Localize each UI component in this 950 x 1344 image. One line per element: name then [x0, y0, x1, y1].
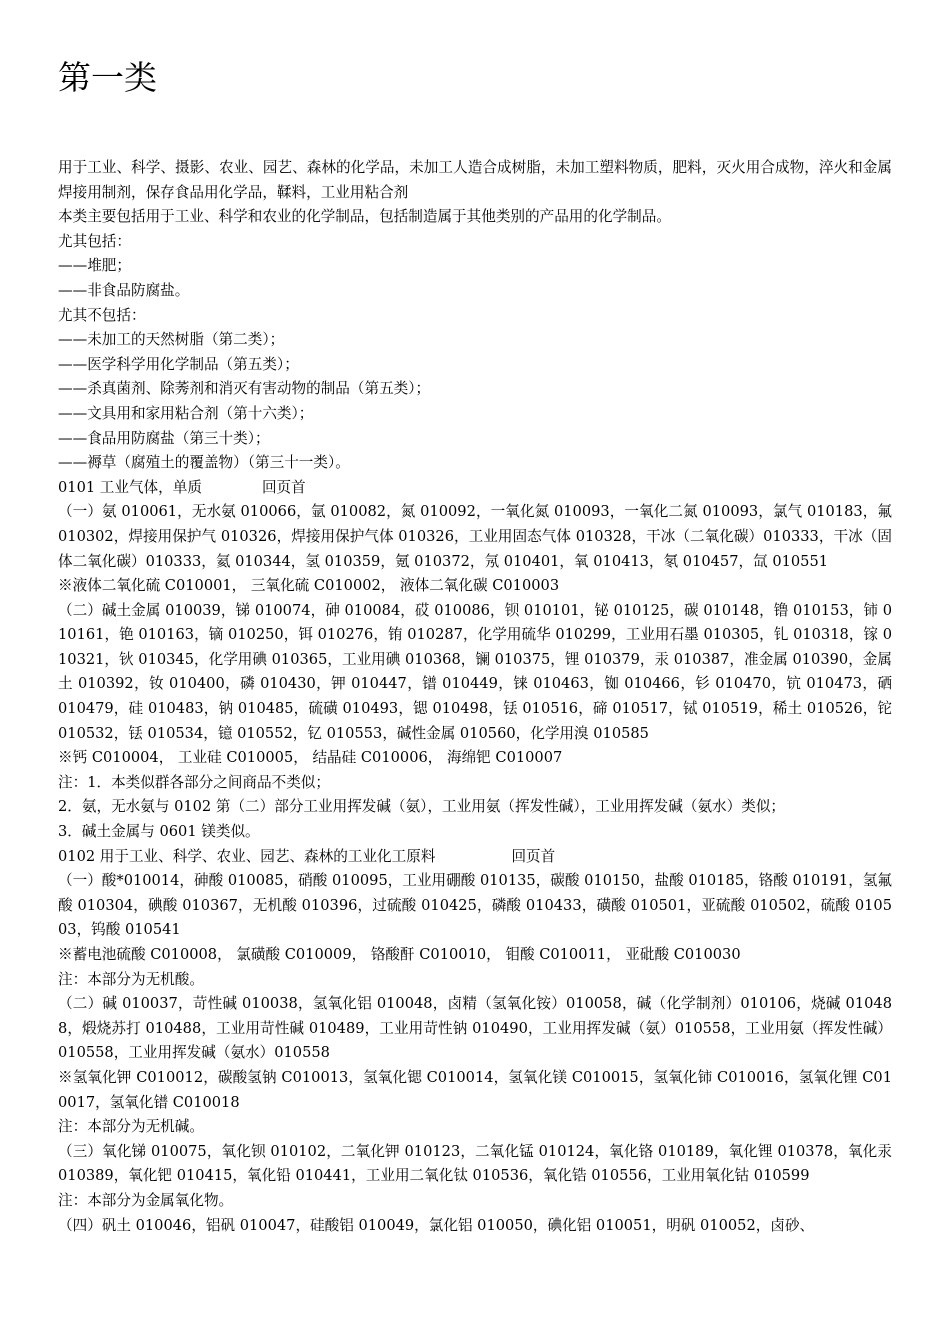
back-to-top-link[interactable]: 回页首: [511, 847, 556, 865]
class-main-paragraph: 本类主要包括用于工业、科学和农业的化学制品，包括制造属于其他类别的产品用的化学制品。: [58, 208, 671, 226]
document-page: [58, 52, 892, 1238]
section-0101-note-1: 注：1．本类似群各部分之间商品不类似；: [58, 773, 330, 791]
section-0101-note-2: 2．氨，无水氨与 0102 第（二）部分工业用挥发碱（氨），工业用氨（挥发性碱），工业用挥发碱（氨水）类似；: [58, 798, 786, 816]
section-0101-part-2: （二）碱土金属 010039，锑 010074，砷 010084，砹 010086，钡 010101，铋 010125，碳 010148，镥 010153，铈 010161，铯 010163，镝 010250，铒 010276，铕 010287，化学用硫华 010299，工业用石墨 010305，钆 010318，镓 010321，钬 010345，化学用碘 010365，工业用碘 010368，镧 010375，锂 010379，汞 010387，准金属 010390，金属土 010392，钕 010400，磷 010430，钾 010447，镨 010449，铼 010463，铷 010466，钐 010470，钪 010473，硒 010479，硅 010483，钠 010485，硫磺 010493，锶 010498，铥 010516，碲 010517，铽 010519，稀土 010526，铊 010532，铥 010534，镱 010552，钇 010553，碱性金属 010560，化学用溴 010585: [58, 601, 892, 742]
section-0102-part-2: （二）碱 010037，苛性碱 010038，氢氧化铝 010048，卤精（氢氧化铵）010058，碱（化学制剂）010106，烧碱 010488，煅烧苏打 010488，工业用苛性碱 010489，工业用苛性钠 010490，工业用挥发碱（氨）010558，工业用氨（挥发性碱）010558，工业用挥发碱（氨水）010558: [58, 995, 892, 1062]
class-scope-paragraph: 用于工业、科学、摄影、农业、园艺、森林的化学品，未加工人造合成树脂，未加工塑料物质，肥料，灭火用合成物，淬火和金属焊接用制剂，保存食品用化学品，鞣料，工业用粘合剂: [58, 159, 892, 201]
excludes-heading: 尤其不包括：: [58, 306, 146, 324]
excludes-item: ——杀真菌剂、除莠剂和消灭有害动物的制品（第五类）；: [58, 380, 431, 398]
section-0102-title: 0102 用于工业、科学、农业、园艺、森林的工业化工原料: [58, 847, 436, 865]
excludes-item: ——未加工的天然树脂（第二类）；: [58, 331, 285, 349]
excludes-item: ——褥草（腐殖土的覆盖物）（第三十一类）。: [58, 454, 350, 472]
section-0101-part-1: （一）氨 010061，无水氨 010066，氩 010082，氮 010092，一氧化氮 010093，一氧化二氮 010093，氯气 010183，氟 010302，焊接用保护气 010326，焊接用保护气体 010326，工业用固态气体 010328，干冰（二氧化碳）010333，干冰（固体二氧化碳）010333，氦 010344，氢 010359，氪 010372，氖 010401，氧 010413，氡 010457，氙 010551: [58, 503, 892, 570]
section-0102-part-2-extra: ※氢氧化钾 C010012，碳酸氢钠 C010013，氢氧化锶 C010014，氢氧化镁 C010015，氢氧化铈 C010016，氢氧化锂 C010017，氢氧化镨 C010018: [58, 1068, 892, 1111]
section-0102-part-3-note: 注：本部分为金属氧化物。: [58, 1191, 234, 1209]
page-title: 第一类: [58, 58, 157, 97]
section-0102-part-4: （四）矾土 010046，铝矾 010047，硅酸铝 010049，氯化铝 010050，碘化铝 010051，明矾 010052，卤砂、: [58, 1216, 815, 1234]
excludes-item: ——医学科学用化学制品（第五类）；: [58, 355, 299, 373]
includes-item: ——堆肥；: [58, 257, 131, 275]
section-0102-part-1: （一）酸*010014，砷酸 010085，硝酸 010095，工业用硼酸 010135，碳酸 010150，盐酸 010185，铬酸 010191，氢氟酸 010304，碘酸 010367，无机酸 010396，过硫酸 010425，磷酸 010433，磺酸 010501，亚硫酸 010502，硫酸 010503，钨酸 010541: [58, 872, 892, 939]
excludes-item: ——食品用防腐盐（第三十类）；: [58, 429, 270, 447]
excludes-item: ——文具用和家用粘合剂（第十六类）；: [58, 404, 314, 422]
section-0102-part-3: （三）氧化锑 010075，氧化钡 010102，二氧化钾 010123，二氧化锰 010124，氧化铬 010189，氧化锂 010378，氧化汞 010389，氧化钯 010415，氧化铅 010441，工业用二氧化钛 010536，氧化锆 010556，工业用氧化钴 010599: [58, 1142, 892, 1185]
back-to-top-link[interactable]: 回页首: [261, 478, 306, 496]
section-0101-title: 0101 工业气体，单质: [58, 478, 202, 496]
section-0101-part-2-extra: ※钙 C010004， 工业硅 C010005， 结晶硅 C010006， 海绵钯 C010007: [58, 749, 563, 767]
includes-item: ——非食品防腐盐。: [58, 281, 190, 299]
section-0102-part-1-extra: ※蓄电池硫酸 C010008， 氯磺酸 C010009， 铬酸酐 C010010， 钼酸 C010011， 亚砒酸 C010030: [58, 946, 741, 963]
section-0101-header: [58, 476, 892, 501]
section-0101-note-3: 3．碱土金属与 0601 镁类似。: [58, 823, 260, 841]
section-0102-header: [58, 845, 892, 870]
includes-heading: 尤其包括：: [58, 232, 131, 250]
section-0102-part-2-note: 注：本部分为无机碱。: [58, 1118, 204, 1136]
section-0102-part-1-note: 注：本部分为无机酸。: [58, 970, 204, 988]
section-0101-part-1-extra: ※液体二氧化硫 C010001， 三氧化硫 C010002， 液体二氧化碳 C010003: [58, 577, 560, 595]
